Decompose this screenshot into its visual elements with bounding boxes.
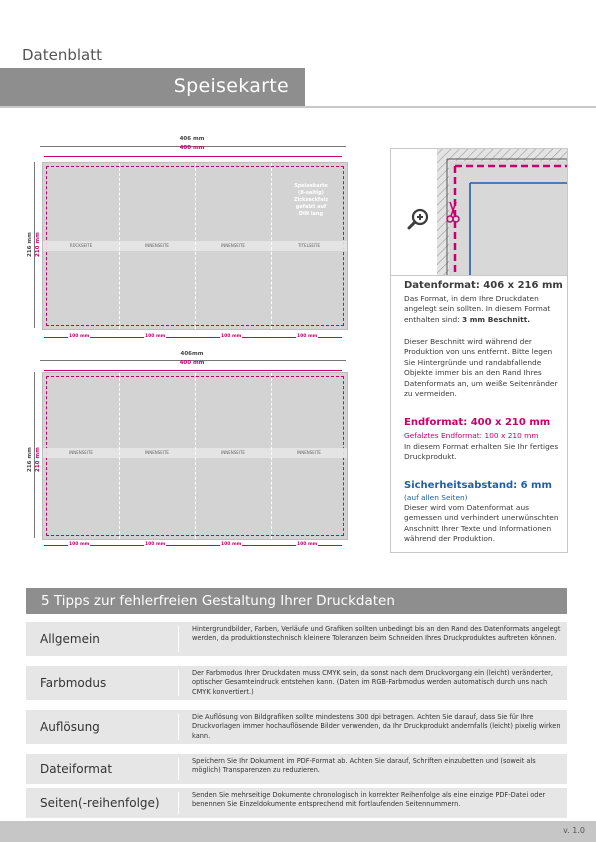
tip-row-seitenreihenfolge bbox=[26, 787, 567, 818]
tip-divider bbox=[178, 670, 179, 696]
panel-label-3: INNENSEITE bbox=[221, 450, 245, 455]
outer-height-label: 216 mm bbox=[27, 232, 33, 257]
panel-label-4: TITELSEITE bbox=[297, 243, 321, 248]
tip-text: Der Farbmodus Ihrer Druckdaten muss CMYK sein, da sonst nach dem Druckvorgang ein (leicht) veränderter, optischer Gesamteindruck entstehen kann. (Daten im RGB-Farbmodus werden automatisch durch uns nach CMYK konvertiert.) bbox=[192, 669, 553, 696]
tip-label: Dateiformat bbox=[40, 762, 113, 776]
inner-height-label: 210 mm bbox=[35, 447, 41, 472]
tip-label: Auflösung bbox=[40, 720, 100, 734]
tip-row-dateiformat bbox=[26, 753, 567, 784]
data-format-text-main: Das Format, in dem Ihre Druckdaten angelegt sein sollten. In diesem Format enthalten sind: bbox=[404, 294, 551, 324]
zoom-in-icon bbox=[407, 207, 431, 235]
tip-text: Speichern Sie Ihr Dokument im PDF-Format ab. Achten Sie darauf, Schriften einzubetten und (soweit als möglich) Transparenzen zu reduzieren. bbox=[192, 757, 536, 775]
header-tab bbox=[0, 44, 118, 68]
fold-line-1 bbox=[119, 373, 120, 539]
panel-width-label-2: 100 mm bbox=[145, 542, 166, 547]
panel-label-2: INNENSEITE bbox=[145, 450, 169, 455]
safety-text: Dieser wird vom Datenformat aus gemessen und verhindert unerwünschten Anschnitt Ihrer Texte und Informationen während der Produktion. bbox=[404, 503, 559, 544]
panel-label-4: INNENSEITE bbox=[297, 450, 321, 455]
product-note bbox=[289, 183, 333, 218]
tips-heading-bar bbox=[26, 588, 567, 614]
tip-text: Senden Sie mehrseitige Dokumente chronologisch in korrekter Reihenfolge als eine einzige PDF-Datei oder benennen Sie Einzeldokumente entsprechend mit fortlaufenden Seitennummern. bbox=[192, 791, 546, 809]
tip-divider bbox=[178, 626, 179, 652]
inner-width-line bbox=[44, 370, 342, 371]
panel-width-label-1: 100 mm bbox=[69, 334, 90, 339]
panel-label-1: RÜCKSEITE bbox=[69, 243, 93, 248]
outer-width-label: 406mm bbox=[180, 351, 204, 357]
panel-label-3: INNENSEITE bbox=[221, 243, 245, 248]
outer-height-line bbox=[34, 162, 35, 328]
footer-bar bbox=[0, 821, 596, 842]
tip-label: Allgemein bbox=[40, 632, 100, 646]
header-tab-label: Datenblatt bbox=[22, 46, 103, 64]
outer-height-label: 216 mm bbox=[27, 447, 33, 472]
tips-heading: 5 Tipps zur fehlerfreien Gestaltung Ihrer Druckdaten bbox=[41, 593, 395, 609]
tip-text: Die Auflösung von Bildgrafiken sollte mindestens 300 dpi betragen. Achten Sie darauf, dass Sie für Ihre Druckvorlagen immer hochauflösende Bilder verwenden, da Ihr Druckprodukt andernfalls (leicht) pixelig wirken kann. bbox=[192, 713, 561, 740]
panel-width-label-1: 100 mm bbox=[69, 542, 90, 547]
title-bar bbox=[0, 68, 305, 106]
safety-subtitle: (auf allen Seiten) bbox=[404, 493, 468, 502]
inner-height-label: 210 mm bbox=[35, 232, 41, 257]
page-title: Speisekarte bbox=[173, 75, 289, 97]
panel-width-label-4: 100 mm bbox=[297, 542, 318, 547]
tip-divider bbox=[178, 758, 179, 780]
product-note-line: Zickzackfalz bbox=[293, 197, 329, 203]
fold-line-2 bbox=[195, 373, 196, 539]
tip-text: Hintergrundbilder, Farben, Verläufe und Grafiken sollten unbedingt bis an den Rand des Datenformats angelegt werden, da produktionstechnisch kleinere Toleranzen beim Schneiden Ihres Druckproduktes auftreten können. bbox=[192, 625, 561, 643]
panel-label-2: INNENSEITE bbox=[145, 243, 169, 248]
tip-label: Farbmodus bbox=[40, 676, 107, 690]
tip-label: Seiten(-reihenfolge) bbox=[40, 796, 160, 810]
tip-divider bbox=[178, 792, 179, 814]
inner-width-line bbox=[44, 156, 342, 157]
end-format-title: Endformat: 400 x 210 mm bbox=[404, 417, 551, 428]
data-format-title: Datenformat: 406 x 216 mm bbox=[404, 280, 563, 291]
inner-width-label: 400 mm bbox=[179, 145, 205, 151]
end-format-subtitle: Gefalztes Endformat: 100 x 210 mm bbox=[404, 431, 539, 440]
product-note-line: (8-seitig) bbox=[298, 190, 324, 196]
safety-title: Sicherheitsabstand: 6 mm bbox=[404, 480, 552, 491]
panel-width-label-3: 100 mm bbox=[221, 542, 242, 547]
panel-width-label-4: 100 mm bbox=[297, 334, 318, 339]
diagram-top bbox=[22, 136, 362, 350]
data-format-text bbox=[404, 294, 562, 325]
end-format-text: In diesem Format erhalten Sie Ihr fertiges Druckprodukt. bbox=[404, 442, 559, 462]
bleed-detail-illustration bbox=[391, 149, 567, 276]
outer-height-line bbox=[34, 372, 35, 538]
diagram-bottom bbox=[22, 350, 362, 555]
panel-label-1: INNENSEITE bbox=[69, 450, 93, 455]
product-note-line: Speisekarte bbox=[294, 183, 328, 189]
header-divider bbox=[0, 106, 596, 108]
version-label: v. 1.0 bbox=[563, 826, 585, 835]
sheet-bottom bbox=[42, 372, 348, 540]
product-note-line: DIN lang bbox=[298, 211, 324, 217]
tip-row-farbmodus bbox=[26, 665, 567, 700]
legend-box bbox=[390, 148, 568, 553]
scissors-icon bbox=[446, 201, 460, 227]
panel-width-label-2: 100 mm bbox=[145, 334, 166, 339]
outer-width-label: 406 mm bbox=[179, 136, 205, 142]
tip-row-aufloesung bbox=[26, 709, 567, 744]
bleed-text: Dieser Beschnitt wird während der Produktion von uns entfernt. Bitte legen Sie Hintergründe und randabfallende Objekte immer bis an den Rand Ihres Datenformats an, um weiße Seitenränder zu vermeiden. bbox=[404, 337, 558, 399]
product-note-line: gefalzt auf bbox=[295, 204, 327, 210]
fold-line-3 bbox=[271, 373, 272, 539]
tip-divider bbox=[178, 714, 179, 740]
panel-width-label-3: 100 mm bbox=[221, 334, 242, 339]
data-format-text-bold: 3 mm Beschnitt. bbox=[462, 314, 531, 324]
tip-row-allgemein bbox=[26, 621, 567, 656]
inner-width-label: 400 mm bbox=[179, 360, 205, 366]
sheet-top bbox=[42, 162, 348, 330]
